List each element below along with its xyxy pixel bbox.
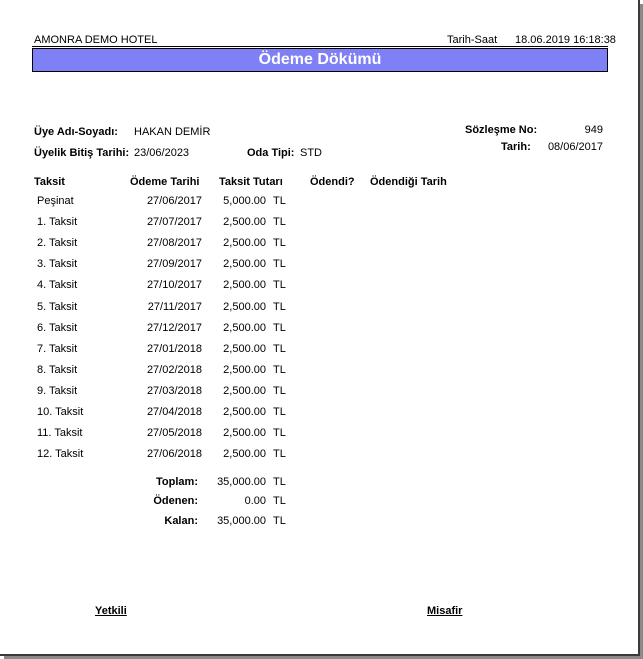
row-payment-date: 27/08/2017 — [146, 237, 202, 249]
paid-currency: TL — [273, 495, 286, 507]
member-value: HAKAN DEMİR — [134, 126, 211, 138]
row-currency: TL — [273, 279, 286, 291]
row-taksit: 12. Taksit — [37, 448, 84, 460]
row-amount: 2,500.00 — [223, 258, 266, 270]
row-payment-date: 27/09/2017 — [146, 258, 202, 270]
date-label: Tarih: — [501, 141, 531, 153]
row-taksit: 10. Taksit — [37, 406, 84, 418]
row-payment-date: 27/04/2018 — [146, 406, 202, 418]
col-header-payment-date: Ödeme Tarihi — [130, 176, 200, 188]
row-taksit: 3. Taksit — [37, 258, 78, 270]
row-currency: TL — [273, 301, 286, 313]
row-taksit: 1. Taksit — [37, 216, 78, 228]
row-payment-date: 27/06/2017 — [146, 195, 202, 207]
row-taksit: 8. Taksit — [37, 364, 78, 376]
row-currency: TL — [273, 448, 286, 460]
row-currency: TL — [273, 237, 286, 249]
row-payment-date: 27/01/2018 — [146, 343, 202, 355]
hotel-name: AMONRA DEMO HOTEL — [34, 34, 158, 46]
total-label: Toplam: — [156, 476, 198, 488]
row-currency: TL — [273, 385, 286, 397]
col-header-taksit: Taksit — [34, 176, 65, 188]
col-header-amount: Taksit Tutarı — [219, 176, 283, 188]
signature-authorized: Yetkili — [95, 605, 127, 617]
room-type-label: Oda Tipi: — [247, 147, 295, 159]
col-header-paid: Ödendi? — [310, 176, 355, 188]
row-currency: TL — [273, 364, 286, 376]
row-amount: 2,500.00 — [223, 216, 266, 228]
row-amount: 2,500.00 — [223, 237, 266, 249]
total-value: 35,000.00 — [217, 476, 266, 488]
row-taksit: 2. Taksit — [37, 237, 78, 249]
remaining-value: 35,000.00 — [217, 515, 266, 527]
row-payment-date: 27/07/2017 — [146, 216, 202, 228]
row-currency: TL — [273, 322, 286, 334]
remaining-label: Kalan: — [164, 515, 198, 527]
contract-value: 949 — [584, 124, 603, 136]
row-taksit: 5. Taksit — [37, 301, 78, 313]
row-currency: TL — [273, 195, 286, 207]
row-payment-date: 27/06/2018 — [146, 448, 202, 460]
row-currency: TL — [273, 258, 286, 270]
row-payment-date: 27/03/2018 — [146, 385, 202, 397]
expiry-label: Üyelik Bitiş Tarihi: — [34, 147, 130, 159]
row-payment-date: 27/11/2017 — [147, 301, 202, 313]
row-currency: TL — [273, 427, 286, 439]
row-taksit: 9. Taksit — [37, 385, 78, 397]
row-amount: 2,500.00 — [223, 364, 266, 376]
row-amount: 2,500.00 — [223, 385, 266, 397]
row-payment-date: 27/05/2018 — [146, 427, 202, 439]
row-currency: TL — [273, 406, 286, 418]
room-type-value: STD — [300, 147, 322, 159]
col-header-paid-date: Ödendiği Tarih — [370, 176, 447, 188]
row-payment-date: 27/10/2017 — [146, 279, 202, 291]
row-taksit: 7. Taksit — [37, 343, 78, 355]
date-value: 08/06/2017 — [547, 141, 603, 153]
row-taksit: 11. Taksit — [37, 427, 83, 439]
row-amount: 2,500.00 — [223, 406, 266, 418]
row-taksit: Peşinat — [37, 195, 74, 207]
expiry-value: 23/06/2023 — [134, 147, 190, 159]
datetime-label: Tarih-Saat — [447, 34, 498, 46]
row-amount: 5,000.00 — [223, 195, 266, 207]
row-taksit: 4. Taksit — [37, 279, 78, 291]
paid-label: Ödenen: — [153, 495, 198, 507]
member-label: Üye Adı-Soyadı: — [34, 126, 118, 138]
row-currency: TL — [273, 343, 286, 355]
row-amount: 2,500.00 — [223, 343, 266, 355]
row-amount: 2,500.00 — [223, 279, 266, 291]
row-amount: 2,500.00 — [223, 427, 266, 439]
datetime-value: 18.06.2019 16:18:38 — [515, 34, 616, 46]
total-currency: TL — [273, 476, 286, 488]
row-taksit: 6. Taksit — [37, 322, 78, 334]
row-amount: 2,500.00 — [223, 448, 266, 460]
row-amount: 2,500.00 — [223, 322, 266, 334]
row-amount: 2,500.00 — [223, 301, 266, 313]
contract-label: Sözleşme No: — [465, 124, 538, 136]
header-rule — [32, 46, 608, 47]
paid-value: 0.00 — [244, 495, 266, 507]
report-title: Ödeme Dökümü — [32, 48, 608, 72]
signature-guest: Misafir — [427, 605, 463, 617]
row-payment-date: 27/12/2017 — [146, 322, 202, 334]
row-payment-date: 27/02/2018 — [146, 364, 202, 376]
row-currency: TL — [273, 216, 286, 228]
remaining-currency: TL — [273, 515, 286, 527]
